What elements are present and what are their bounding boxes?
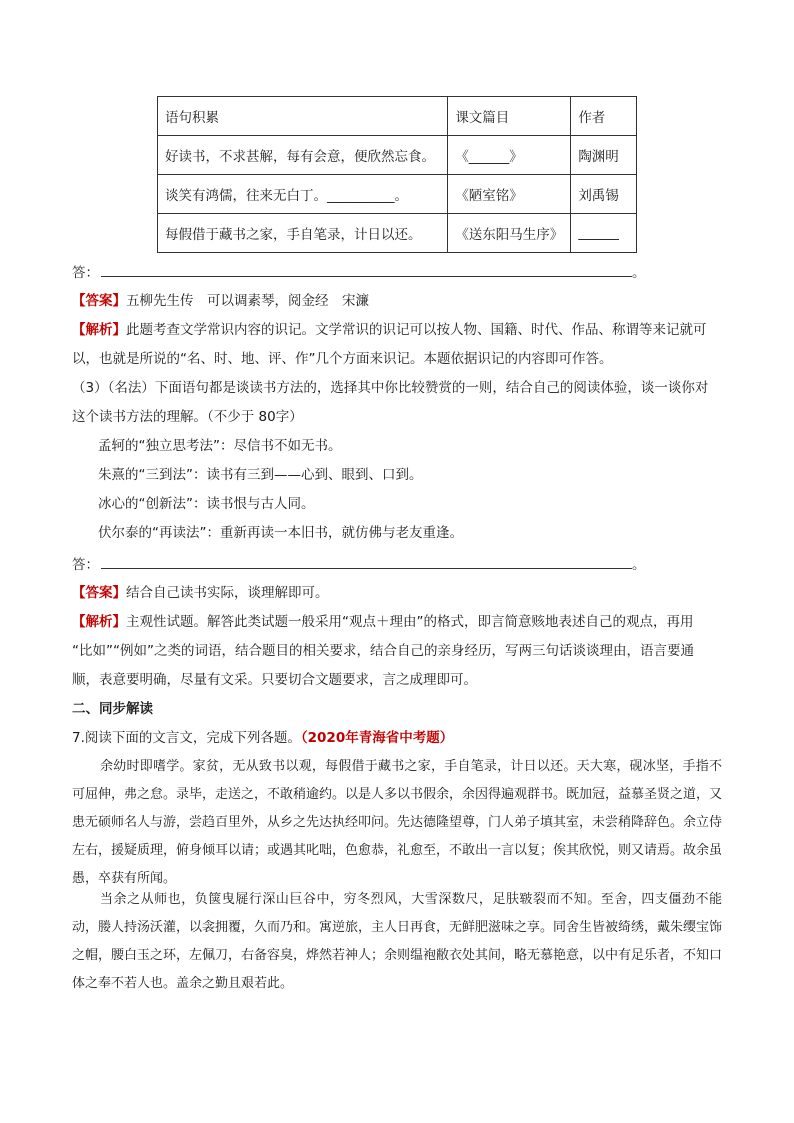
table-header-row (158, 97, 637, 136)
answer-period: 。 (632, 557, 646, 573)
table-cell: 每假借于藏书之家，手自笔录，计日以还。 (158, 214, 448, 253)
method-item: 孟轲的“独立思考法”：尽信书不如无书。 (98, 438, 342, 454)
question-7-source: （2020年青海省中考题） (300, 730, 454, 746)
knowledge-table (157, 96, 637, 253)
passage-paragraph-1: 余幼时即嗜学。家贫，无从致书以观，每假借于藏书之家，手自笔录，计日以还。天大寒，砚冰坚，手指不可屈伸，弗之怠。录毕，走送之，不敢稍逾约。以是人多以书假余，余因得遍观群书。既加冠，益慕圣贤之道，又患无硕师名人与游，尝趋百里外，从乡之先达执经叩问。先达德隆望尊，门人弟子填其室，未尝稍降辞色。余立侍左右，援疑质理，俯身倾耳以请；或遇其叱咄，色愈恭，礼愈至，不敢出一言以复；俟其欣悦，则又请焉。故余虽愚，卒获有所闻。 (72, 759, 723, 886)
answer-tag: 【答案】 (72, 585, 126, 601)
analysis-text: 主观性试题。解答此类试题一般采用“观点＋理由”的格式，即言简意赅地表述自己的观点，再用 (126, 614, 694, 630)
analysis-2-line-3: 顺，表意要明确，尽量有文采。只要切合文题要求，言之成理即可。 (72, 672, 477, 688)
section-heading: 二、同步解读 (72, 701, 153, 717)
answer-line-1 (72, 262, 646, 283)
table-header-cell: 作者 (571, 97, 637, 136)
method-item: 朱熹的“三到法”：读书有三到——心到、眼到、口到。 (98, 467, 423, 483)
analysis-2-line-2: “比如”“例如”之类的词语，结合题目的相关要求，结合自己的亲身经历，写两三句话谈谈理由，语言要通 (72, 643, 694, 659)
answer-line-2 (72, 554, 646, 575)
table-cell: ______ (571, 214, 637, 253)
method-item: 伏尔泰的“再读法”：重新再读一本旧书，就仿佛与老友重逢。 (98, 525, 463, 541)
answer-tag: 【答案】 (72, 293, 126, 309)
answer-prefix: 答： (72, 265, 99, 281)
method-item: 冰心的“创新法”：读书恨与古人同。 (98, 496, 315, 512)
answer-text: 五柳先生传 可以调素琴，阅金经 宋濂 (126, 293, 369, 309)
answer-1 (72, 291, 369, 311)
table-cell: 《陋室铭》 (448, 175, 571, 214)
passage-paragraph-2: 当余之从师也，负箧曳屣行深山巨谷中，穷冬烈风，大雪深数尺，足肤皲裂而不知。至舍，四支僵劲不能动，媵人持汤沃灌，以衾拥覆，久而乃和。寓逆旅，主人日再食，无鲜肥滋味之享。同舍生皆被绮绣，戴朱缨宝饰之帽，腰白玉之环，左佩刀，右备容臭，烨然若神人；余则缊袍敝衣处其间，略无慕艳意，以中有足乐者，不知口体之奉不若人也。盖余之勤且艰若此。 (72, 892, 723, 991)
analysis-2-line-1 (72, 612, 694, 632)
table-cell: 《送东阳马生序》 (448, 214, 571, 253)
question-3-line-1: （3）（名法）下面语句都是谈读书方法的，选择其中你比较赞赏的一则，结合自己的阅读体验，谈一谈你对 (72, 380, 709, 396)
table-row (158, 175, 637, 214)
answer-blank[interactable] (101, 262, 632, 277)
answer-2 (72, 583, 329, 603)
answer-text: 结合自己读书实际，谈理解即可。 (126, 585, 329, 601)
table-cell: 陶渊明 (571, 136, 637, 175)
answer-period: 。 (632, 265, 646, 281)
table-header-cell: 课文篇目 (448, 97, 571, 136)
analysis-text: 此题考查文学常识内容的识记。文学常识的识记可以按人物、国籍、时代、作品、称谓等来记就可 (126, 322, 707, 338)
table-cell: 谈笑有鸿儒，往来无白丁。__________。 (158, 175, 448, 214)
question-3-line-2: 这个读书方法的理解。（不少于 80字） (72, 409, 303, 425)
table-row (158, 214, 637, 253)
question-7 (72, 728, 453, 748)
answer-blank[interactable] (101, 554, 632, 569)
answer-prefix: 答： (72, 557, 99, 573)
table-cell: 刘禹锡 (571, 175, 637, 214)
analysis-tag: 【解析】 (72, 322, 126, 338)
analysis-1-line-1 (72, 320, 707, 340)
table-header-cell: 语句积累 (158, 97, 448, 136)
question-7-text: 7.阅读下面的文言文，完成下列各题。 (72, 730, 301, 746)
analysis-tag: 【解析】 (72, 614, 126, 630)
table-row (158, 136, 637, 175)
table-cell: 《______》 (448, 136, 571, 175)
analysis-1-line-2: 以，也就是所说的“名、时、地、评、作”几个方面来识记。本题依据识记的内容即可作答。 (72, 351, 613, 367)
table-cell: 好读书，不求甚解，每有会意，便欣然忘食。 (158, 136, 448, 175)
